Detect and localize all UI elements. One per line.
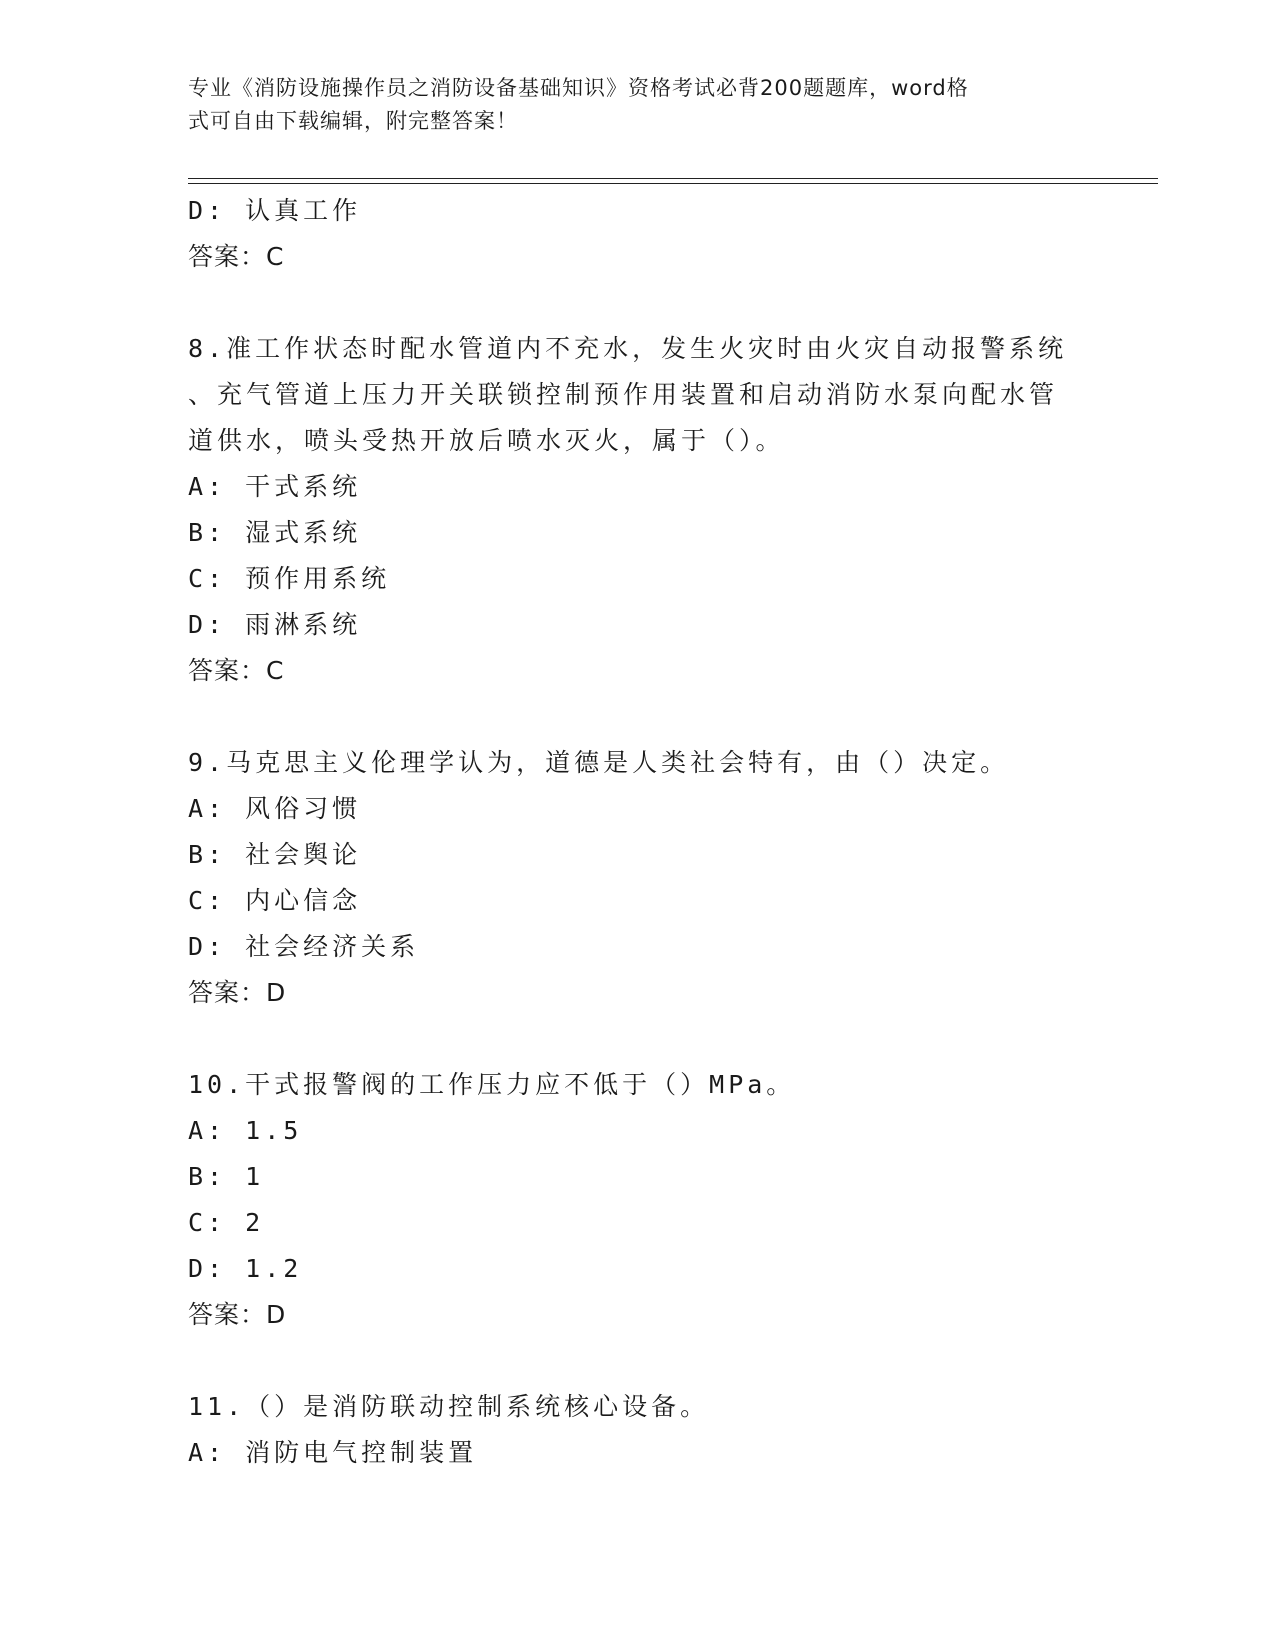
question-9: [188, 740, 1088, 1016]
header-divider-top: [188, 178, 1158, 179]
option-c: C: 2: [188, 1208, 265, 1237]
answer: 答案：C: [188, 656, 285, 685]
option-a: A: 消防电气控制装置: [188, 1438, 478, 1467]
option-d: D: 1.2: [188, 1254, 303, 1283]
question-10: [188, 1062, 1088, 1338]
document-header: [188, 72, 1068, 138]
question-stem-line: 9.马克思主义伦理学认为，道德是人类社会特有，由（）决定。: [188, 748, 1010, 777]
question-list: [188, 188, 1088, 1476]
spacer: [188, 1016, 1088, 1062]
answer-q7: 答案：C: [188, 242, 285, 271]
option-d: D: 社会经济关系: [188, 932, 420, 961]
option-c: C: 内心信念: [188, 886, 362, 915]
answer: 答案：D: [188, 1300, 287, 1329]
option-a: A: 风俗习惯: [188, 794, 362, 823]
option-b: B: 湿式系统: [188, 518, 362, 547]
option-a: A: 干式系统: [188, 472, 362, 501]
question-stem-line: 11.（）是消防联动控制系统核心设备。: [188, 1392, 710, 1421]
question-stem-line: 10.干式报警阀的工作压力应不低于（）MPa。: [188, 1070, 796, 1099]
question-11: [188, 1384, 1088, 1476]
option-b: B: 1: [188, 1162, 265, 1191]
spacer: [188, 694, 1088, 740]
option-d-q7: D: 认真工作: [188, 196, 362, 225]
header-line-1: 专业《消防设施操作员之消防设备基础知识》资格考试必背200题题库，word格: [188, 76, 969, 100]
question-stem-line: 8.准工作状态时配水管道内不充水，发生火灾时由火灾自动报警系统: [188, 334, 1068, 363]
option-d: D: 雨淋系统: [188, 610, 362, 639]
answer: 答案：D: [188, 978, 287, 1007]
option-a: A: 1.5: [188, 1116, 303, 1145]
option-c: C: 预作用系统: [188, 564, 391, 593]
header-line-2: 式可自由下载编辑，附完整答案！: [188, 109, 518, 133]
question-stem-line: 道供水，喷头受热开放后喷水灭火，属于（）。: [188, 426, 785, 455]
question-stem-line: 、充气管道上压力开关联锁控制预作用装置和启动消防水泵向配水管: [188, 380, 1059, 409]
header-divider-bottom: [188, 183, 1158, 184]
spacer: [188, 280, 1088, 326]
question-8: [188, 326, 1088, 694]
option-b: B: 社会舆论: [188, 840, 362, 869]
spacer: [188, 1338, 1088, 1384]
